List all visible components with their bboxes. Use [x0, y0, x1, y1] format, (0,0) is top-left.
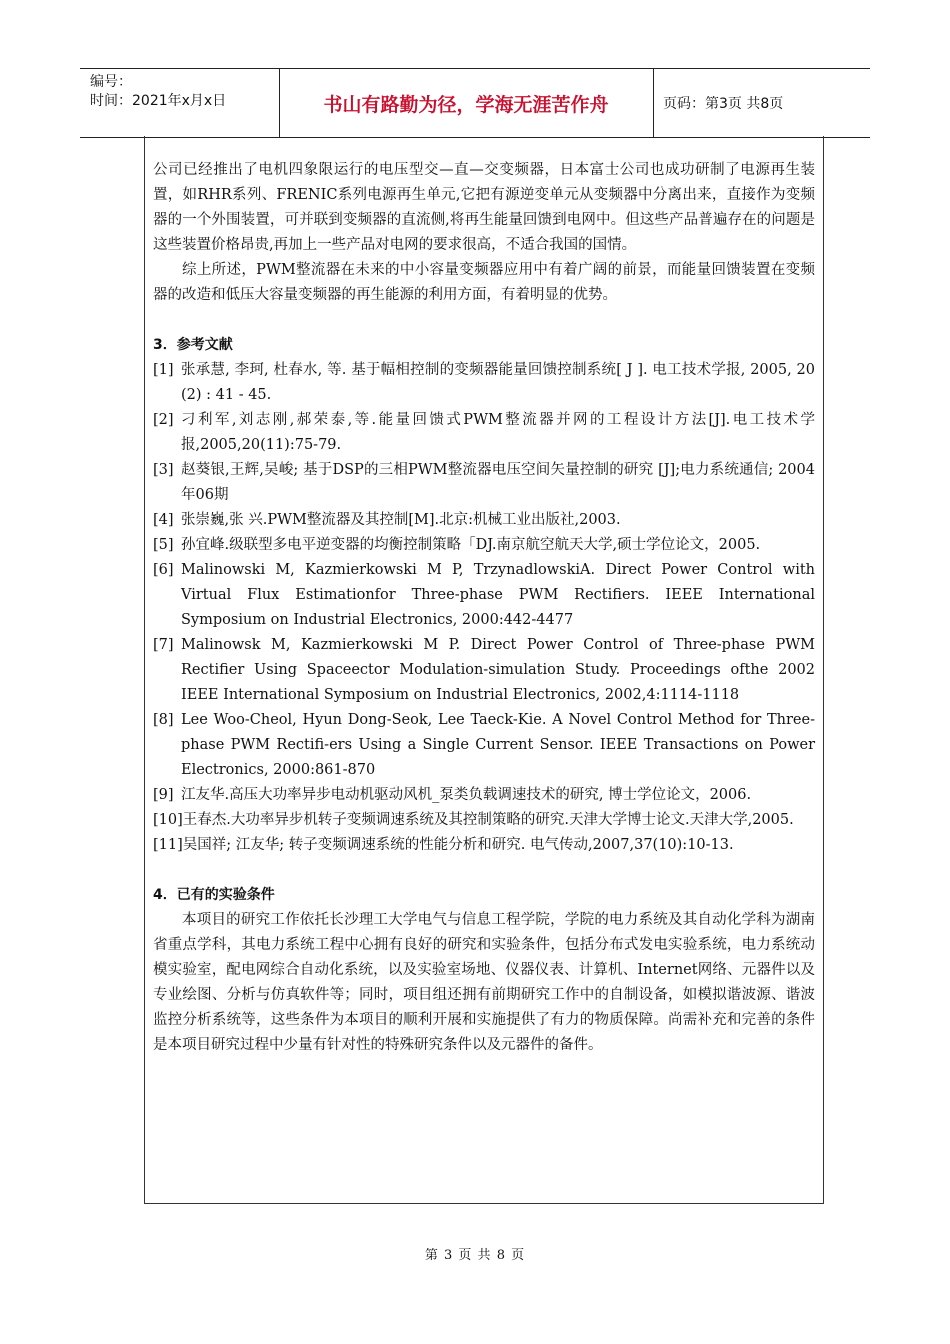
section-heading-references: 3．参考文献 — [153, 337, 233, 353]
reference-item — [153, 533, 815, 558]
paragraph: 本项目的研究工作依托长沙理工大学电气与信息工程学院，学院的电力系统及其自动化学科为湖南省重点学科，其电力系统工程中心拥有良好的研究和实验条件，包括分布式发电实验系统，电力系统动模实验室，配电网综合自动化系统，以及实验室场地、仪器仪表、计算机、Internet网络、元器件以及专业绘图、分析与仿真软件等；同时，项目组还拥有前期研究工作中的自制设备，如模拟谐波源、谐波监控分析系统等，这些条件为本项目的顺利开展和实施提供了有力的物质保障。尚需补充和完善的条件是本项目研究过程中少量有针对性的特殊研究条件以及元器件的备件。 — [153, 912, 815, 1053]
reference-number: [6] — [153, 562, 174, 578]
page-footer: 第 3 页 共 8 页 — [424, 1248, 526, 1263]
header-divider — [653, 69, 654, 137]
reference-number: [7] — [153, 637, 174, 653]
header-page-label: 页码：第3页 共8页 — [663, 96, 784, 112]
reference-text: 王春杰.大功率异步机转子变频调速系统及其控制策略的研究.天津大学博士论文.天津大学,2005. — [182, 812, 794, 828]
reference-text: 江友华.高压大功率异步电动机驱动风机_泵类负载调速技术的研究, 博士学位论文，2006. — [181, 787, 752, 803]
reference-number: [5] — [153, 537, 174, 553]
reference-number: [11] — [153, 837, 183, 853]
reference-item — [153, 833, 815, 858]
reference-item — [153, 408, 815, 458]
header-motto: 书山有路勤为径，学海无涯苦作舟 — [323, 93, 609, 116]
reference-number: [4] — [153, 512, 174, 528]
reference-number: [3] — [153, 462, 174, 478]
reference-number: [9] — [153, 787, 174, 803]
reference-text: Lee Woo-Cheol, Hyun Dong-Seok, Lee Taeck-Kie. A Novel Control Method for Three-phase PWM Rectifi-ers Using a Single Current Sensor. IEEE Transactions on Power Electronics, 2000:861-870 — [181, 712, 815, 778]
reference-list — [153, 358, 815, 858]
reference-number: [2] — [153, 412, 174, 428]
paragraph: 综上所述，PWM整流器在未来的中小容量变频器应用中有着广阔的前景，而能量回馈装置在变频器的改造和低压大容量变频器的再生能源的利用方面，有着明显的优势。 — [153, 262, 815, 303]
reference-item — [153, 458, 815, 508]
serial-label: 编号： — [90, 74, 132, 90]
reference-text: 张承慧, 李珂, 杜春水, 等. 基于幅相控制的变频器能量回馈控制系统[ J ]. 电工技术学报, 2005, 20 (2) : 41 - 45. — [181, 362, 815, 403]
reference-item — [153, 558, 815, 633]
reference-number: [8] — [153, 712, 174, 728]
reference-text: Malinowsk M, Kazmierkowski M P. Direct Power Control of Three-phase PWM Rectifier Using Spaceector Modulation-simulation Study. Proceedings ofthe 2002 IEEE International Symposium on Industrial Electronics, 2002,4:1114-1118 — [181, 637, 815, 703]
reference-item — [153, 708, 815, 783]
reference-item — [153, 633, 815, 708]
reference-number: [1] — [153, 362, 174, 378]
reference-item — [153, 508, 815, 533]
reference-number: [10] — [153, 812, 183, 828]
paragraph: 公司已经推出了电机四象限运行的电压型交—直—交变频器，日本富士公司也成功研制了电源再生装置，如RHR系列、FRENIC系列电源再生单元,它把有源逆变单元从变频器中分离出来，直接作为变频器的一个外围装置，可并联到变频器的直流侧,将再生能量回馈到电网中。但这些产品普遍存在的问题是这些装置价格昂贵,再加上一些产品对电网的要求很高，不适合我国的国情。 — [153, 162, 815, 253]
date-label: 时间：2021年x月x日 — [90, 93, 227, 109]
reference-text: 张崇巍,张 兴.PWM整流器及其控制[M].北京:机械工业出版社,2003. — [181, 512, 621, 528]
reference-item — [153, 358, 815, 408]
document-body — [153, 158, 815, 1058]
reference-text: 刁利军,刘志刚,郝荣泰,等.能量回馈式PWM整流器并网的工程设计方法[J].电工技术学报,2005,20(11):75-79. — [181, 412, 815, 453]
reference-item — [153, 808, 815, 833]
reference-text: Malinowski M, Kazmierkowski M P, TrzynadlowskiA. Direct Power Control with Virtual Flux Estimationfor Three-phase PWM Rectifiers. IEEE International Symposium on Industrial Electronics, 2000:442-4477 — [181, 562, 815, 628]
page-header — [80, 68, 870, 138]
reference-text: 吴国祥; 江友华; 转子变频调速系统的性能分析和研究. 电气传动,2007,37(10):10-13. — [182, 837, 734, 853]
reference-text: 孙宜峰.级联型多电平逆变器的均衡控制策略「DJ.南京航空航天大学,硕士学位论文，2005. — [181, 537, 761, 553]
reference-text: 赵葵银,王辉,吴峻; 基于DSP的三相PWM整流器电压空间矢量控制的研究 [J];电力系统通信; 2004年06期 — [181, 462, 815, 503]
header-meta — [90, 73, 226, 111]
section-heading-conditions: 4．已有的实验条件 — [153, 887, 275, 903]
reference-item — [153, 783, 815, 808]
